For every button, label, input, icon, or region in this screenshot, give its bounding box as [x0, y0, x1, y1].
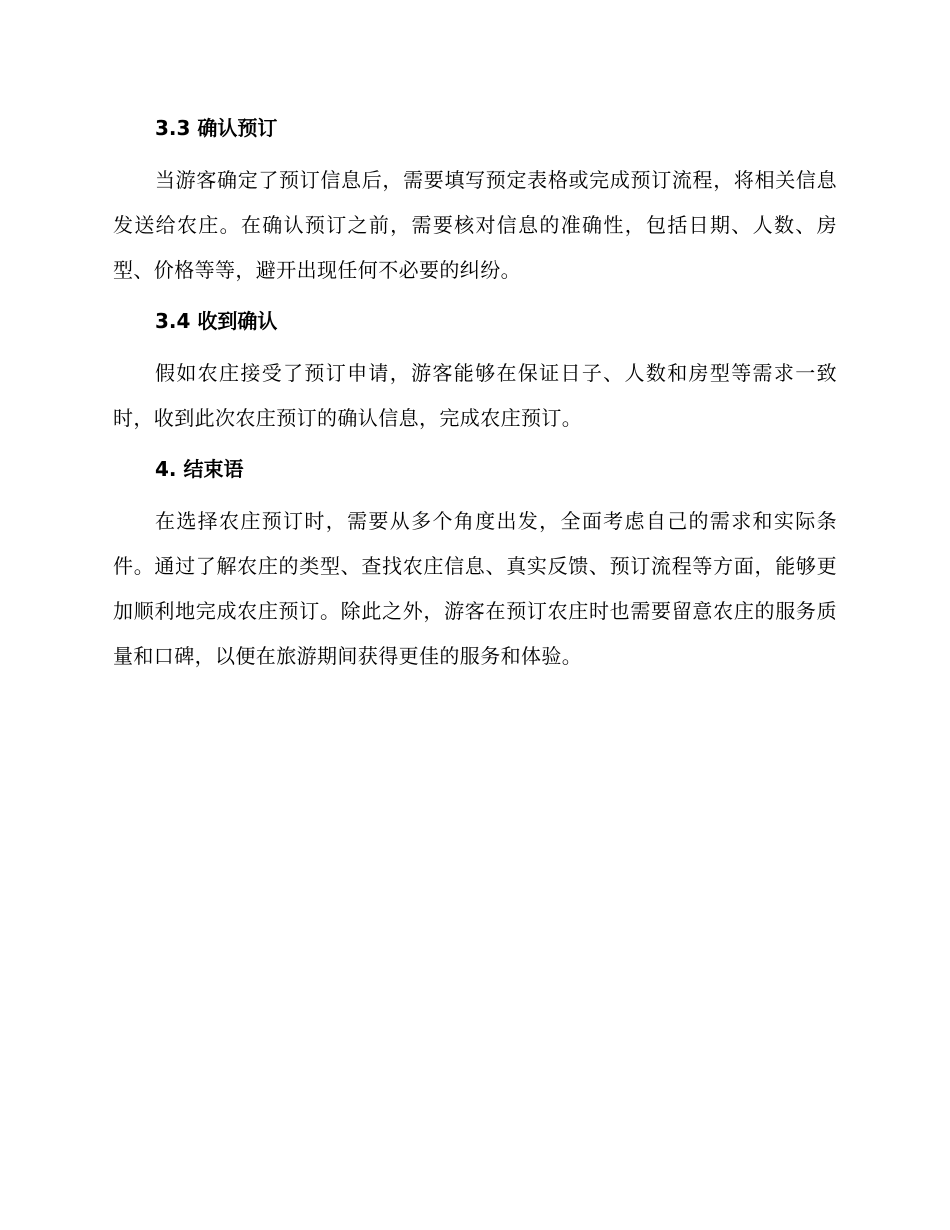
- section-heading-3-4: 3.4 收到确认: [155, 309, 278, 333]
- section-paragraph-3-3: 当游客确定了预订信息后，需要填写预定表格或完成预订流程，将相关信息发送给农庄。在确认预订之前，需要核对信息的准确性，包括日期、人数、房型、价格等等，避开出现任何不必要的纠纷。: [113, 168, 837, 282]
- section-paragraph-3-4: 假如农庄接受了预订申请，游客能够在保证日子、人数和房型等需求一致时，收到此次农庄预订的确认信息，完成农庄预订。: [113, 361, 837, 430]
- document-body: [113, 112, 837, 691]
- section-paragraph-4: 在选择农庄预订时，需要从多个角度出发，全面考虑自己的需求和实际条件。通过了解农庄的类型、查找农庄信息、真实反馈、预订流程等方面，能够更加顺利地完成农庄预订。除此之外，游客在预订农庄时也需要留意农庄的服务质量和口碑，以便在旅游期间获得更佳的服务和体验。: [113, 509, 837, 668]
- section-heading-4: 4. 结束语: [155, 457, 244, 481]
- section-heading-3-3: 3.3 确认预订: [155, 116, 278, 140]
